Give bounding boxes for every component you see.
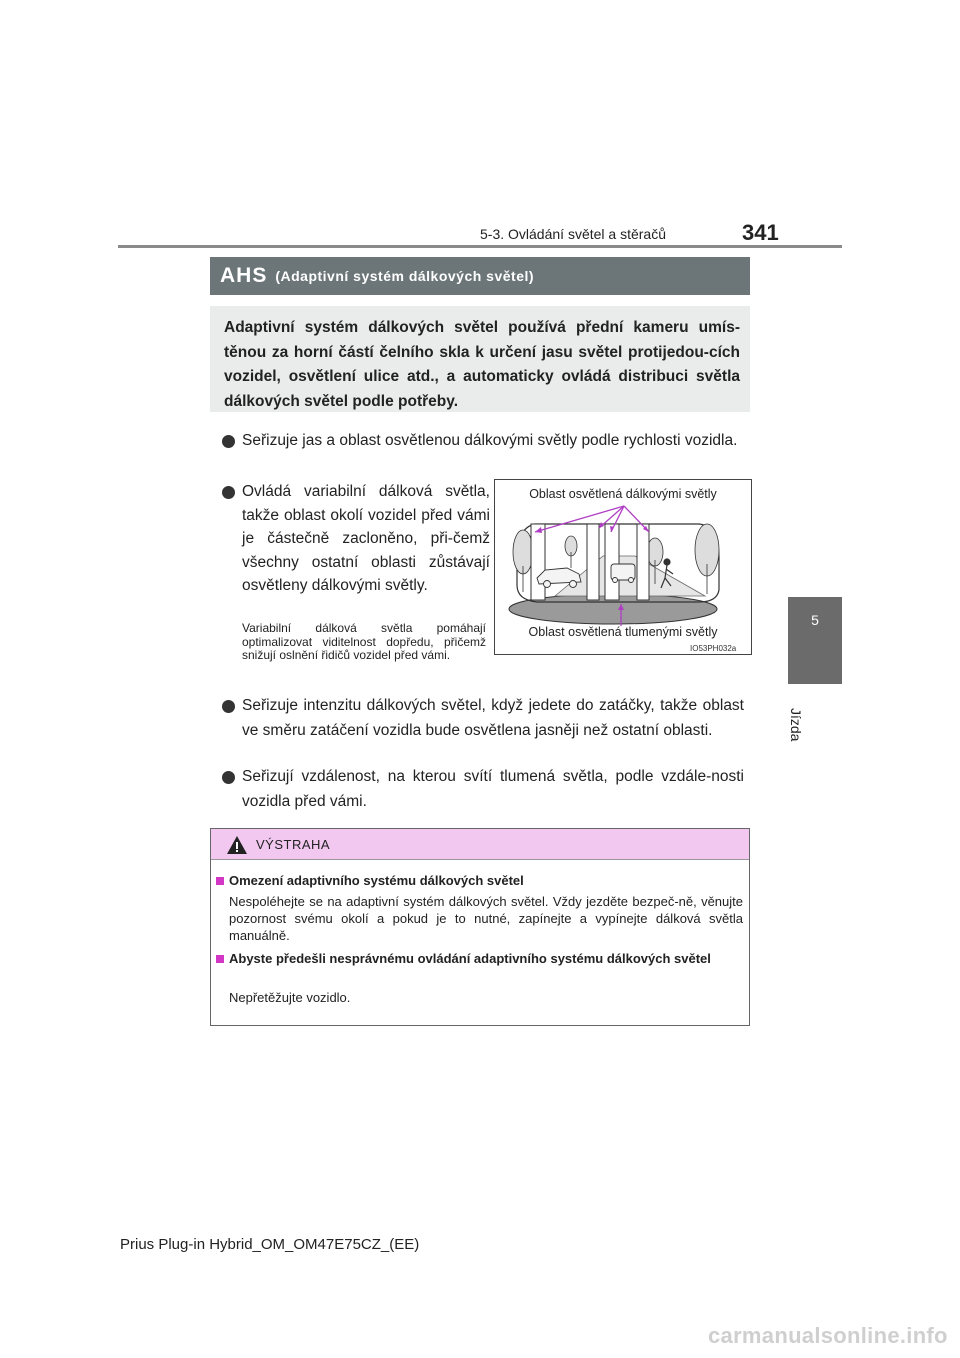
- bullet-text: Seřizuje intenzitu dálkových světel, když jedete do zatáčky, takže oblast ve směru zatáčení vozidla bude osvětlena jasněji než ostatní oblasti.: [242, 697, 744, 739]
- bullet-dot-icon: [222, 700, 235, 713]
- warning-square-icon: [216, 955, 224, 963]
- bullet-dot-icon: [222, 771, 235, 784]
- figure-code: IO53PH032a: [690, 644, 737, 653]
- bullet-item: [222, 694, 744, 766]
- warning-triangle-icon: [226, 835, 248, 860]
- figure-label-low-beam: Oblast osvětlená tlumenými světly: [528, 625, 718, 639]
- page-number: 341: [742, 220, 779, 245]
- chapter-tab: [788, 597, 842, 684]
- section-subtitle: (Adaptivní systém dálkových světel): [275, 268, 535, 284]
- watermark: carmanualsonline.info: [708, 1323, 948, 1348]
- intro-box: Adaptivní systém dálkových světel používá přední kameru umís-těnou za horní částí čelního skla k určení jasu světel protijedou-cích vozidel, osvětlení ulice atd., a automaticky ovládá distribuci světla dálkových světel podle potřeby.: [210, 306, 750, 412]
- footer-manual-id: Prius Plug-in Hybrid_OM_OM47E75CZ_(EE): [120, 1236, 420, 1253]
- bullet-item: [222, 429, 744, 481]
- chapter-tab-number: 5: [811, 612, 819, 628]
- bullet-item: [222, 480, 490, 620]
- header-rule: [118, 245, 842, 248]
- section-title: AHS: [220, 264, 268, 287]
- warning-item-heading: Abyste předešli nesprávnému ovládání adaptivního systému dálkových světel: [229, 951, 711, 966]
- bullet-text: Seřizuje jas a oblast osvětlenou dálkovými světly podle rychlosti vozidla.: [242, 432, 738, 449]
- warning-item-text: Nespoléhejte se na adaptivní systém dálkových světel. Vždy jezděte bezpeč-ně, věnujte pozornost svému okolí a pokud je to nutné, zapínejte a vypínejte dálková světla manuálně.: [229, 894, 743, 943]
- bullet-note: Variabilní dálková světla pomáhají optimalizovat viditelnost dopředu, přičemž snižují oslnění řidičů vozidel před vámi.: [242, 621, 486, 662]
- figure-label-high-beam: Oblast osvětlená dálkovými světly: [529, 487, 717, 501]
- chapter-tab-label: Jízda: [788, 708, 804, 742]
- bullet-dot-icon: [222, 435, 235, 448]
- warning-item-heading: Omezení adaptivního systému dálkových světel: [229, 873, 524, 888]
- running-header-section: 5-3. Ovládání světel a stěračů: [480, 226, 666, 242]
- warning-square-icon: [216, 877, 224, 885]
- bullet-item: [222, 765, 744, 817]
- warning-title: VÝSTRAHA: [256, 837, 331, 852]
- bullet-text: Ovládá variabilní dálková světla, takže oblast okolí vozidel před vámi je částečně zacloněno, při-čemž všechny ostatní oblasti zůstávají osvětleny dálkovými světly.: [242, 483, 490, 594]
- bullet-dot-icon: [222, 486, 235, 499]
- section-title-bar: [210, 257, 750, 295]
- warning-item-text: Nepřetěžujte vozidlo.: [229, 990, 351, 1005]
- bullet-text: Seřizují vzdálenost, na kterou svítí tlumená světla, podle vzdále-nosti vozidla před vámi.: [242, 768, 744, 810]
